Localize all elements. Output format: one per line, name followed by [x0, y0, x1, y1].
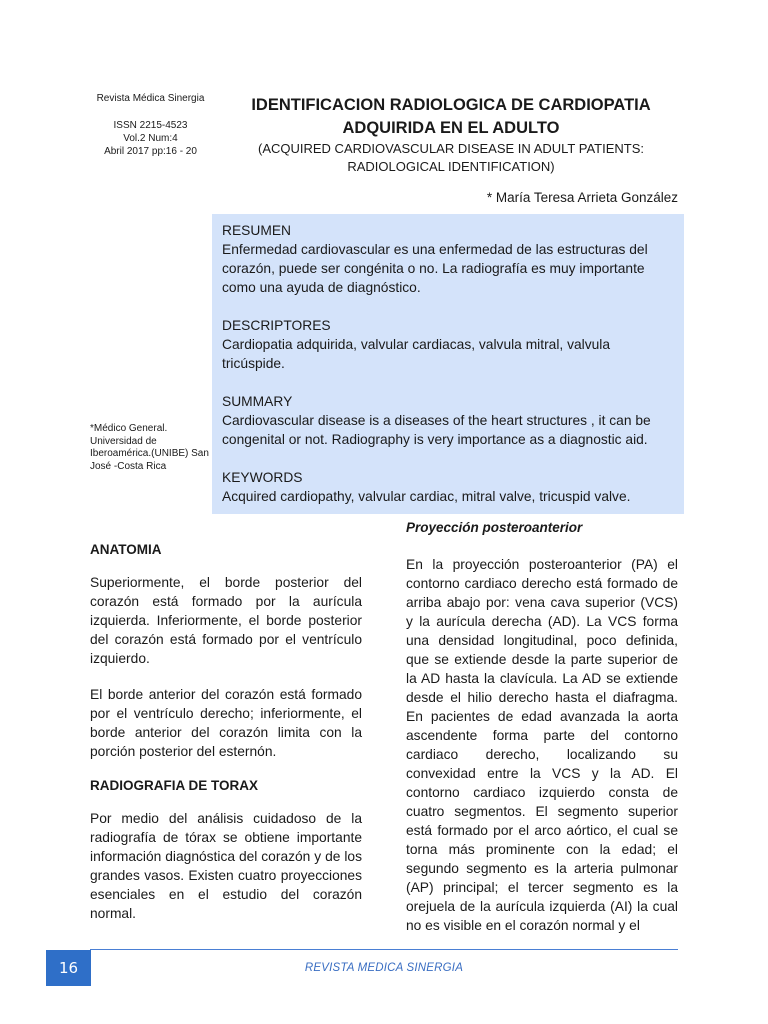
left-column	[90, 542, 362, 940]
proyeccion-heading: Proyección posteroanterior	[406, 520, 583, 535]
page-number: 16	[58, 959, 79, 977]
descriptores-text: Cardiopatia adquirida, valvular cardiacas, valvula mitral, valvula tricúspide.	[222, 337, 611, 371]
resumen-text: Enfermedad cardiovascular es una enfermedad de las estructuras del corazón, puede ser congénita o no. La radiografía es muy importante como una ayuda de diagnóstico.	[222, 242, 648, 295]
resumen-section	[222, 221, 674, 297]
article-title-line1: IDENTIFICACION RADIOLOGICA DE CARDIOPATIA	[251, 96, 651, 114]
author-affiliation: *Médico General. Universidad de Iberoamérica.(UNIBE) San José -Costa Rica	[90, 423, 209, 472]
article-subtitle-line2: RADIOLOGICAL IDENTIFICATION)	[347, 159, 555, 174]
summary-section	[222, 392, 674, 449]
anatomia-paragraph-1: Superiormente, el borde posterior del corazón está formado por la aurícula izquierda. Inferiormente, el borde posterior del corazón está formado por el ventrículo izquierdo.	[90, 575, 362, 666]
article-title-block	[218, 94, 684, 176]
article-title-line2: ADQUIRIDA EN EL ADULTO	[342, 119, 560, 137]
keywords-text: Acquired cardiopathy, valvular cardiac, mitral valve, tricuspid valve.	[222, 489, 631, 504]
proyeccion-paragraph-1: En la proyección posteroanterior (PA) el contorno cardiaco derecho está formado de arriba abajo por: vena cava superior (VCS) y la aurícula derecha (AD). La VCS forma una densidad longitudinal, poco definida, que se extiende desde la parte superior de la AD hasta la clavícula. La AD se extiende desde el hilio derecho hasta el diafragma. En pacientes de edad avanzada la aorta ascendente forma parte del contorno cardiaco derecho, localizando su convexidad entre la VCS y la AD. El contorno cardiaco izquierdo consta de cuatro segmentos. El segmento superior está formado por el arco aórtico, el cual se torna más prominente con la edad; el segundo segmento es la arteria pulmonar (AP) principal; el tercer segmento es la orejuela de la aurícula izquierda (AI) la cual no es visible en el corazón normal y el	[406, 557, 678, 933]
keywords-heading: KEYWORDS	[222, 470, 303, 485]
article-subtitle-line1: (ACQUIRED CARDIOVASCULAR DISEASE IN ADULT PATIENTS:	[258, 141, 644, 156]
right-column	[406, 520, 678, 952]
anatomia-paragraph-2: El borde anterior del corazón está formado por el ventrículo derecho; inferiormente, el borde anterior del corazón limita con la porción posterior del esternón.	[90, 687, 362, 759]
radiografia-paragraph-1: Por medio del análisis cuidadoso de la radiografía de tórax se obtiene importante información diagnóstica del corazón y de los grandes vasos. Existen cuatro proyecciones esenciales en el estudio del corazón normal.	[90, 811, 362, 921]
descriptores-heading: DESCRIPTORES	[222, 318, 331, 333]
author-name: * María Teresa Arrieta González	[486, 190, 678, 205]
journal-name: Revista Médica Sinergia	[96, 93, 205, 104]
summary-text: Cardiovascular disease is a diseases of the heart structures , it can be congenital or not. Radiography is very importance as a diagnostic aid.	[222, 413, 651, 447]
journal-volume: Vol.2 Num:4	[123, 133, 178, 144]
footer-journal-name: REVISTA MEDICA SINERGIA	[304, 962, 464, 974]
radiografia-heading: RADIOGRAFIA DE TORAX	[90, 778, 259, 793]
summary-heading: SUMMARY	[222, 394, 293, 409]
page-number-badge	[46, 950, 91, 986]
descriptores-section	[222, 316, 674, 373]
journal-date-pages: Abril 2017 pp:16 - 20	[104, 146, 197, 157]
abstract-box	[212, 214, 684, 514]
journal-issn: ISSN 2215-4523	[113, 120, 188, 131]
anatomia-heading: ANATOMIA	[90, 542, 162, 557]
keywords-section	[222, 468, 674, 506]
journal-meta	[88, 92, 213, 158]
resumen-heading: RESUMEN	[222, 223, 291, 238]
footer-divider	[90, 949, 678, 950]
